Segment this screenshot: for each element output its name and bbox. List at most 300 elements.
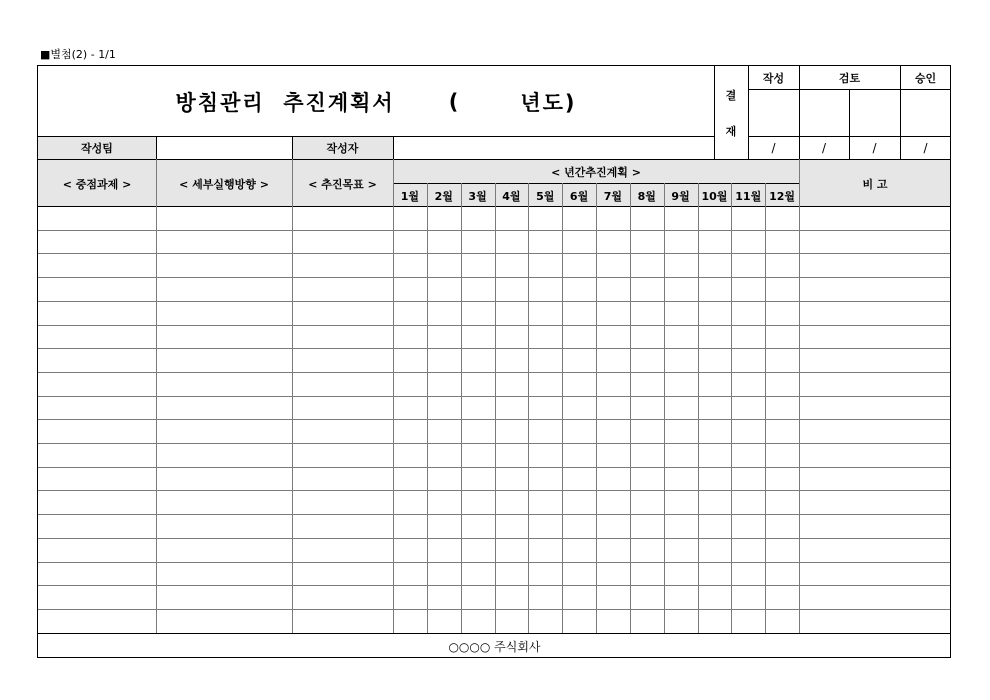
month-cell-10[interactable]	[698, 278, 732, 302]
month-cell-9[interactable]	[664, 468, 698, 492]
month-cell-10[interactable]	[698, 373, 732, 397]
approval-date-review-1[interactable]: /	[821, 141, 827, 155]
month-cell-5[interactable]	[528, 397, 562, 421]
month-cell-5[interactable]	[528, 491, 562, 515]
month-cell-9[interactable]	[664, 539, 698, 563]
month-cell-9[interactable]	[664, 278, 698, 302]
month-cell-8[interactable]	[630, 207, 664, 231]
month-cell-9[interactable]	[664, 302, 698, 326]
month-cell-12[interactable]	[765, 491, 799, 515]
month-cell-11[interactable]	[731, 420, 765, 444]
month-cell-7[interactable]	[596, 539, 630, 563]
month-cell-1[interactable]	[393, 231, 427, 255]
month-cell-2[interactable]	[427, 278, 461, 302]
target-cell[interactable]	[292, 326, 393, 350]
month-cell-8[interactable]	[630, 610, 664, 634]
target-cell[interactable]	[292, 349, 393, 373]
detail-direction-cell[interactable]	[156, 539, 292, 563]
month-cell-5[interactable]	[528, 254, 562, 278]
month-cell-3[interactable]	[461, 610, 495, 634]
month-cell-2[interactable]	[427, 491, 461, 515]
month-cell-4[interactable]	[495, 397, 529, 421]
month-cell-7[interactable]	[596, 563, 630, 587]
focus-task-cell[interactable]	[38, 397, 156, 421]
month-cell-1[interactable]	[393, 610, 427, 634]
target-cell[interactable]	[292, 444, 393, 468]
month-cell-10[interactable]	[698, 444, 732, 468]
month-cell-4[interactable]	[495, 373, 529, 397]
month-cell-4[interactable]	[495, 515, 529, 539]
month-cell-4[interactable]	[495, 610, 529, 634]
month-cell-9[interactable]	[664, 420, 698, 444]
month-cell-6[interactable]	[562, 491, 596, 515]
month-cell-6[interactable]	[562, 563, 596, 587]
month-cell-11[interactable]	[731, 610, 765, 634]
month-cell-8[interactable]	[630, 373, 664, 397]
month-cell-1[interactable]	[393, 207, 427, 231]
month-cell-12[interactable]	[765, 231, 799, 255]
month-cell-3[interactable]	[461, 373, 495, 397]
month-cell-6[interactable]	[562, 586, 596, 610]
month-cell-5[interactable]	[528, 563, 562, 587]
detail-direction-cell[interactable]	[156, 254, 292, 278]
detail-direction-cell[interactable]	[156, 610, 292, 634]
month-cell-1[interactable]	[393, 563, 427, 587]
month-cell-8[interactable]	[630, 326, 664, 350]
month-cell-8[interactable]	[630, 491, 664, 515]
month-cell-4[interactable]	[495, 302, 529, 326]
month-cell-3[interactable]	[461, 420, 495, 444]
month-cell-12[interactable]	[765, 444, 799, 468]
month-cell-4[interactable]	[495, 468, 529, 492]
month-cell-4[interactable]	[495, 231, 529, 255]
remarks-cell[interactable]	[799, 491, 951, 515]
detail-direction-cell[interactable]	[156, 515, 292, 539]
month-cell-11[interactable]	[731, 563, 765, 587]
month-cell-9[interactable]	[664, 349, 698, 373]
month-cell-1[interactable]	[393, 444, 427, 468]
month-cell-2[interactable]	[427, 610, 461, 634]
remarks-cell[interactable]	[799, 468, 951, 492]
focus-task-cell[interactable]	[38, 539, 156, 563]
month-cell-11[interactable]	[731, 491, 765, 515]
month-cell-4[interactable]	[495, 491, 529, 515]
remarks-cell[interactable]	[799, 610, 951, 634]
detail-direction-cell[interactable]	[156, 586, 292, 610]
month-cell-9[interactable]	[664, 586, 698, 610]
month-cell-2[interactable]	[427, 586, 461, 610]
month-cell-5[interactable]	[528, 302, 562, 326]
approval-date-approve[interactable]: /	[923, 141, 928, 155]
month-cell-12[interactable]	[765, 586, 799, 610]
month-cell-12[interactable]	[765, 563, 799, 587]
month-cell-5[interactable]	[528, 349, 562, 373]
month-cell-2[interactable]	[427, 326, 461, 350]
remarks-cell[interactable]	[799, 539, 951, 563]
month-cell-12[interactable]	[765, 420, 799, 444]
month-cell-5[interactable]	[528, 420, 562, 444]
month-cell-12[interactable]	[765, 254, 799, 278]
month-cell-8[interactable]	[630, 231, 664, 255]
month-cell-5[interactable]	[528, 278, 562, 302]
focus-task-cell[interactable]	[38, 420, 156, 444]
remarks-cell[interactable]	[799, 586, 951, 610]
month-cell-5[interactable]	[528, 231, 562, 255]
month-cell-10[interactable]	[698, 539, 732, 563]
target-cell[interactable]	[292, 420, 393, 444]
month-cell-1[interactable]	[393, 468, 427, 492]
detail-direction-cell[interactable]	[156, 468, 292, 492]
month-cell-2[interactable]	[427, 539, 461, 563]
target-cell[interactable]	[292, 586, 393, 610]
month-cell-9[interactable]	[664, 231, 698, 255]
remarks-cell[interactable]	[799, 563, 951, 587]
month-cell-6[interactable]	[562, 278, 596, 302]
month-cell-4[interactable]	[495, 278, 529, 302]
month-cell-7[interactable]	[596, 207, 630, 231]
month-cell-1[interactable]	[393, 254, 427, 278]
month-cell-8[interactable]	[630, 302, 664, 326]
month-cell-8[interactable]	[630, 539, 664, 563]
month-cell-5[interactable]	[528, 444, 562, 468]
focus-task-cell[interactable]	[38, 373, 156, 397]
month-cell-9[interactable]	[664, 254, 698, 278]
month-cell-2[interactable]	[427, 515, 461, 539]
remarks-cell[interactable]	[799, 444, 951, 468]
month-cell-9[interactable]	[664, 207, 698, 231]
target-cell[interactable]	[292, 207, 393, 231]
month-cell-9[interactable]	[664, 444, 698, 468]
detail-direction-cell[interactable]	[156, 563, 292, 587]
month-cell-3[interactable]	[461, 278, 495, 302]
month-cell-5[interactable]	[528, 326, 562, 350]
focus-task-cell[interactable]	[38, 610, 156, 634]
signature-box-review-2[interactable]	[849, 89, 900, 136]
month-cell-6[interactable]	[562, 420, 596, 444]
month-cell-5[interactable]	[528, 468, 562, 492]
detail-direction-cell[interactable]	[156, 491, 292, 515]
month-cell-6[interactable]	[562, 397, 596, 421]
month-cell-6[interactable]	[562, 373, 596, 397]
month-cell-11[interactable]	[731, 515, 765, 539]
month-cell-11[interactable]	[731, 586, 765, 610]
month-cell-11[interactable]	[731, 278, 765, 302]
month-cell-4[interactable]	[495, 539, 529, 563]
focus-task-cell[interactable]	[38, 515, 156, 539]
month-cell-12[interactable]	[765, 326, 799, 350]
remarks-cell[interactable]	[799, 373, 951, 397]
month-cell-5[interactable]	[528, 515, 562, 539]
month-cell-1[interactable]	[393, 302, 427, 326]
month-cell-6[interactable]	[562, 468, 596, 492]
focus-task-cell[interactable]	[38, 326, 156, 350]
month-cell-1[interactable]	[393, 515, 427, 539]
detail-direction-cell[interactable]	[156, 397, 292, 421]
month-cell-8[interactable]	[630, 444, 664, 468]
month-cell-3[interactable]	[461, 491, 495, 515]
month-cell-6[interactable]	[562, 231, 596, 255]
month-cell-3[interactable]	[461, 539, 495, 563]
month-cell-10[interactable]	[698, 349, 732, 373]
month-cell-5[interactable]	[528, 539, 562, 563]
month-cell-9[interactable]	[664, 373, 698, 397]
month-cell-4[interactable]	[495, 254, 529, 278]
month-cell-3[interactable]	[461, 586, 495, 610]
remarks-cell[interactable]	[799, 397, 951, 421]
month-cell-1[interactable]	[393, 491, 427, 515]
month-cell-10[interactable]	[698, 397, 732, 421]
month-cell-9[interactable]	[664, 563, 698, 587]
focus-task-cell[interactable]	[38, 444, 156, 468]
team-field[interactable]	[156, 137, 292, 159]
month-header-11: 11월	[735, 189, 762, 203]
remarks-cell[interactable]	[799, 231, 951, 255]
month-cell-11[interactable]	[731, 349, 765, 373]
month-cell-6[interactable]	[562, 515, 596, 539]
month-cell-3[interactable]	[461, 326, 495, 350]
month-cell-4[interactable]	[495, 444, 529, 468]
detail-direction-cell[interactable]	[156, 326, 292, 350]
target-cell[interactable]	[292, 278, 393, 302]
month-cell-1[interactable]	[393, 586, 427, 610]
detail-direction-cell[interactable]	[156, 373, 292, 397]
month-cell-8[interactable]	[630, 397, 664, 421]
month-cell-3[interactable]	[461, 468, 495, 492]
month-cell-12[interactable]	[765, 610, 799, 634]
month-cell-3[interactable]	[461, 515, 495, 539]
approval-date-author[interactable]: /	[771, 141, 776, 155]
month-cell-3[interactable]	[461, 397, 495, 421]
month-cell-6[interactable]	[562, 349, 596, 373]
month-cell-1[interactable]	[393, 539, 427, 563]
month-cell-12[interactable]	[765, 539, 799, 563]
target-cell[interactable]	[292, 491, 393, 515]
month-cell-11[interactable]	[731, 254, 765, 278]
target-cell[interactable]	[292, 302, 393, 326]
month-cell-1[interactable]	[393, 373, 427, 397]
month-cell-12[interactable]	[765, 515, 799, 539]
month-cell-3[interactable]	[461, 563, 495, 587]
month-cell-7[interactable]	[596, 397, 630, 421]
month-cell-11[interactable]	[731, 468, 765, 492]
target-cell[interactable]	[292, 254, 393, 278]
month-cell-12[interactable]	[765, 397, 799, 421]
month-cell-1[interactable]	[393, 278, 427, 302]
focus-task-cell[interactable]	[38, 254, 156, 278]
month-cell-2[interactable]	[427, 254, 461, 278]
month-cell-4[interactable]	[495, 326, 529, 350]
month-cell-9[interactable]	[664, 397, 698, 421]
detail-direction-cell[interactable]	[156, 231, 292, 255]
month-cell-7[interactable]	[596, 420, 630, 444]
month-cell-11[interactable]	[731, 302, 765, 326]
target-cell[interactable]	[292, 373, 393, 397]
month-cell-7[interactable]	[596, 278, 630, 302]
month-cell-1[interactable]	[393, 326, 427, 350]
month-cell-3[interactable]	[461, 302, 495, 326]
month-cell-7[interactable]	[596, 515, 630, 539]
focus-task-cell[interactable]	[38, 278, 156, 302]
month-cell-7[interactable]	[596, 302, 630, 326]
month-header-4: 4월	[502, 189, 521, 203]
detail-direction-cell[interactable]	[156, 444, 292, 468]
month-cell-10[interactable]	[698, 610, 732, 634]
month-cell-8[interactable]	[630, 420, 664, 444]
target-cell[interactable]	[292, 468, 393, 492]
month-cell-8[interactable]	[630, 254, 664, 278]
month-cell-2[interactable]	[427, 420, 461, 444]
month-cell-7[interactable]	[596, 586, 630, 610]
month-cell-9[interactable]	[664, 491, 698, 515]
detail-direction-cell[interactable]	[156, 349, 292, 373]
month-cell-11[interactable]	[731, 207, 765, 231]
month-cell-2[interactable]	[427, 444, 461, 468]
month-cell-10[interactable]	[698, 302, 732, 326]
month-cell-7[interactable]	[596, 610, 630, 634]
month-cell-6[interactable]	[562, 326, 596, 350]
month-cell-7[interactable]	[596, 491, 630, 515]
remarks-cell[interactable]	[799, 278, 951, 302]
month-cell-4[interactable]	[495, 207, 529, 231]
month-cell-12[interactable]	[765, 349, 799, 373]
month-cell-8[interactable]	[630, 586, 664, 610]
focus-task-cell[interactable]	[38, 302, 156, 326]
month-cell-10[interactable]	[698, 563, 732, 587]
target-cell[interactable]	[292, 563, 393, 587]
focus-task-cell[interactable]	[38, 349, 156, 373]
month-cell-7[interactable]	[596, 326, 630, 350]
month-cell-6[interactable]	[562, 444, 596, 468]
focus-task-cell[interactable]	[38, 207, 156, 231]
month-cell-1[interactable]	[393, 397, 427, 421]
month-cell-7[interactable]	[596, 373, 630, 397]
remarks-cell[interactable]	[799, 326, 951, 350]
month-cell-1[interactable]	[393, 420, 427, 444]
month-cell-2[interactable]	[427, 231, 461, 255]
month-cell-7[interactable]	[596, 349, 630, 373]
month-cell-10[interactable]	[698, 326, 732, 350]
month-cell-7[interactable]	[596, 254, 630, 278]
month-cell-8[interactable]	[630, 515, 664, 539]
month-cell-2[interactable]	[427, 468, 461, 492]
month-cell-11[interactable]	[731, 326, 765, 350]
month-cell-11[interactable]	[731, 231, 765, 255]
month-cell-6[interactable]	[562, 254, 596, 278]
month-cell-12[interactable]	[765, 468, 799, 492]
month-cell-12[interactable]	[765, 207, 799, 231]
signature-box-author[interactable]	[748, 89, 799, 136]
month-cell-8[interactable]	[630, 278, 664, 302]
month-cell-12[interactable]	[765, 302, 799, 326]
month-cell-2[interactable]	[427, 397, 461, 421]
month-cell-8[interactable]	[630, 349, 664, 373]
month-cell-10[interactable]	[698, 254, 732, 278]
month-cell-11[interactable]	[731, 397, 765, 421]
month-cell-9[interactable]	[664, 326, 698, 350]
month-cell-10[interactable]	[698, 468, 732, 492]
month-cell-10[interactable]	[698, 207, 732, 231]
month-cell-6[interactable]	[562, 539, 596, 563]
target-cell[interactable]	[292, 610, 393, 634]
focus-task-cell[interactable]	[38, 563, 156, 587]
month-cell-4[interactable]	[495, 563, 529, 587]
month-cell-1[interactable]	[393, 349, 427, 373]
remarks-cell[interactable]	[799, 254, 951, 278]
month-cell-12[interactable]	[765, 278, 799, 302]
month-cell-2[interactable]	[427, 349, 461, 373]
month-cell-4[interactable]	[495, 420, 529, 444]
month-cell-3[interactable]	[461, 231, 495, 255]
month-cell-10[interactable]	[698, 420, 732, 444]
month-cell-10[interactable]	[698, 491, 732, 515]
month-cell-9[interactable]	[664, 515, 698, 539]
month-cell-10[interactable]	[698, 231, 732, 255]
month-cell-10[interactable]	[698, 586, 732, 610]
month-cell-8[interactable]	[630, 563, 664, 587]
month-cell-4[interactable]	[495, 349, 529, 373]
month-cell-9[interactable]	[664, 610, 698, 634]
month-cell-3[interactable]	[461, 254, 495, 278]
remarks-cell[interactable]	[799, 420, 951, 444]
remarks-cell[interactable]	[799, 207, 951, 231]
detail-direction-cell[interactable]	[156, 207, 292, 231]
month-cell-7[interactable]	[596, 468, 630, 492]
month-cell-2[interactable]	[427, 373, 461, 397]
approval-date-review-2[interactable]: /	[872, 141, 877, 155]
remarks-cell[interactable]	[799, 302, 951, 326]
month-cell-2[interactable]	[427, 207, 461, 231]
month-cell-11[interactable]	[731, 444, 765, 468]
target-cell[interactable]	[292, 397, 393, 421]
author-field[interactable]	[393, 137, 714, 159]
remarks-cell[interactable]	[799, 349, 951, 373]
detail-direction-cell[interactable]	[156, 278, 292, 302]
month-cell-4[interactable]	[495, 586, 529, 610]
month-cell-7[interactable]	[596, 231, 630, 255]
detail-direction-cell[interactable]	[156, 302, 292, 326]
month-cell-10[interactable]	[698, 515, 732, 539]
focus-task-cell[interactable]	[38, 468, 156, 492]
month-cell-11[interactable]	[731, 539, 765, 563]
month-cell-7[interactable]	[596, 444, 630, 468]
target-cell[interactable]	[292, 231, 393, 255]
month-cell-11[interactable]	[731, 373, 765, 397]
focus-task-cell[interactable]	[38, 491, 156, 515]
month-cell-12[interactable]	[765, 373, 799, 397]
month-cell-6[interactable]	[562, 610, 596, 634]
detail-direction-cell[interactable]	[156, 420, 292, 444]
month-cell-2[interactable]	[427, 302, 461, 326]
month-cell-6[interactable]	[562, 302, 596, 326]
signature-box-review-1[interactable]	[799, 89, 849, 136]
month-cell-2[interactable]	[427, 563, 461, 587]
month-cell-3[interactable]	[461, 207, 495, 231]
month-cell-5[interactable]	[528, 610, 562, 634]
month-cell-8[interactable]	[630, 468, 664, 492]
month-cell-5[interactable]	[528, 207, 562, 231]
month-cell-5[interactable]	[528, 373, 562, 397]
month-cell-3[interactable]	[461, 349, 495, 373]
focus-task-cell[interactable]	[38, 586, 156, 610]
target-cell[interactable]	[292, 539, 393, 563]
month-cell-6[interactable]	[562, 207, 596, 231]
month-cell-3[interactable]	[461, 444, 495, 468]
month-cell-5[interactable]	[528, 586, 562, 610]
target-cell[interactable]	[292, 515, 393, 539]
focus-task-cell[interactable]	[38, 231, 156, 255]
signature-box-approve[interactable]	[900, 89, 951, 136]
remarks-cell[interactable]	[799, 515, 951, 539]
